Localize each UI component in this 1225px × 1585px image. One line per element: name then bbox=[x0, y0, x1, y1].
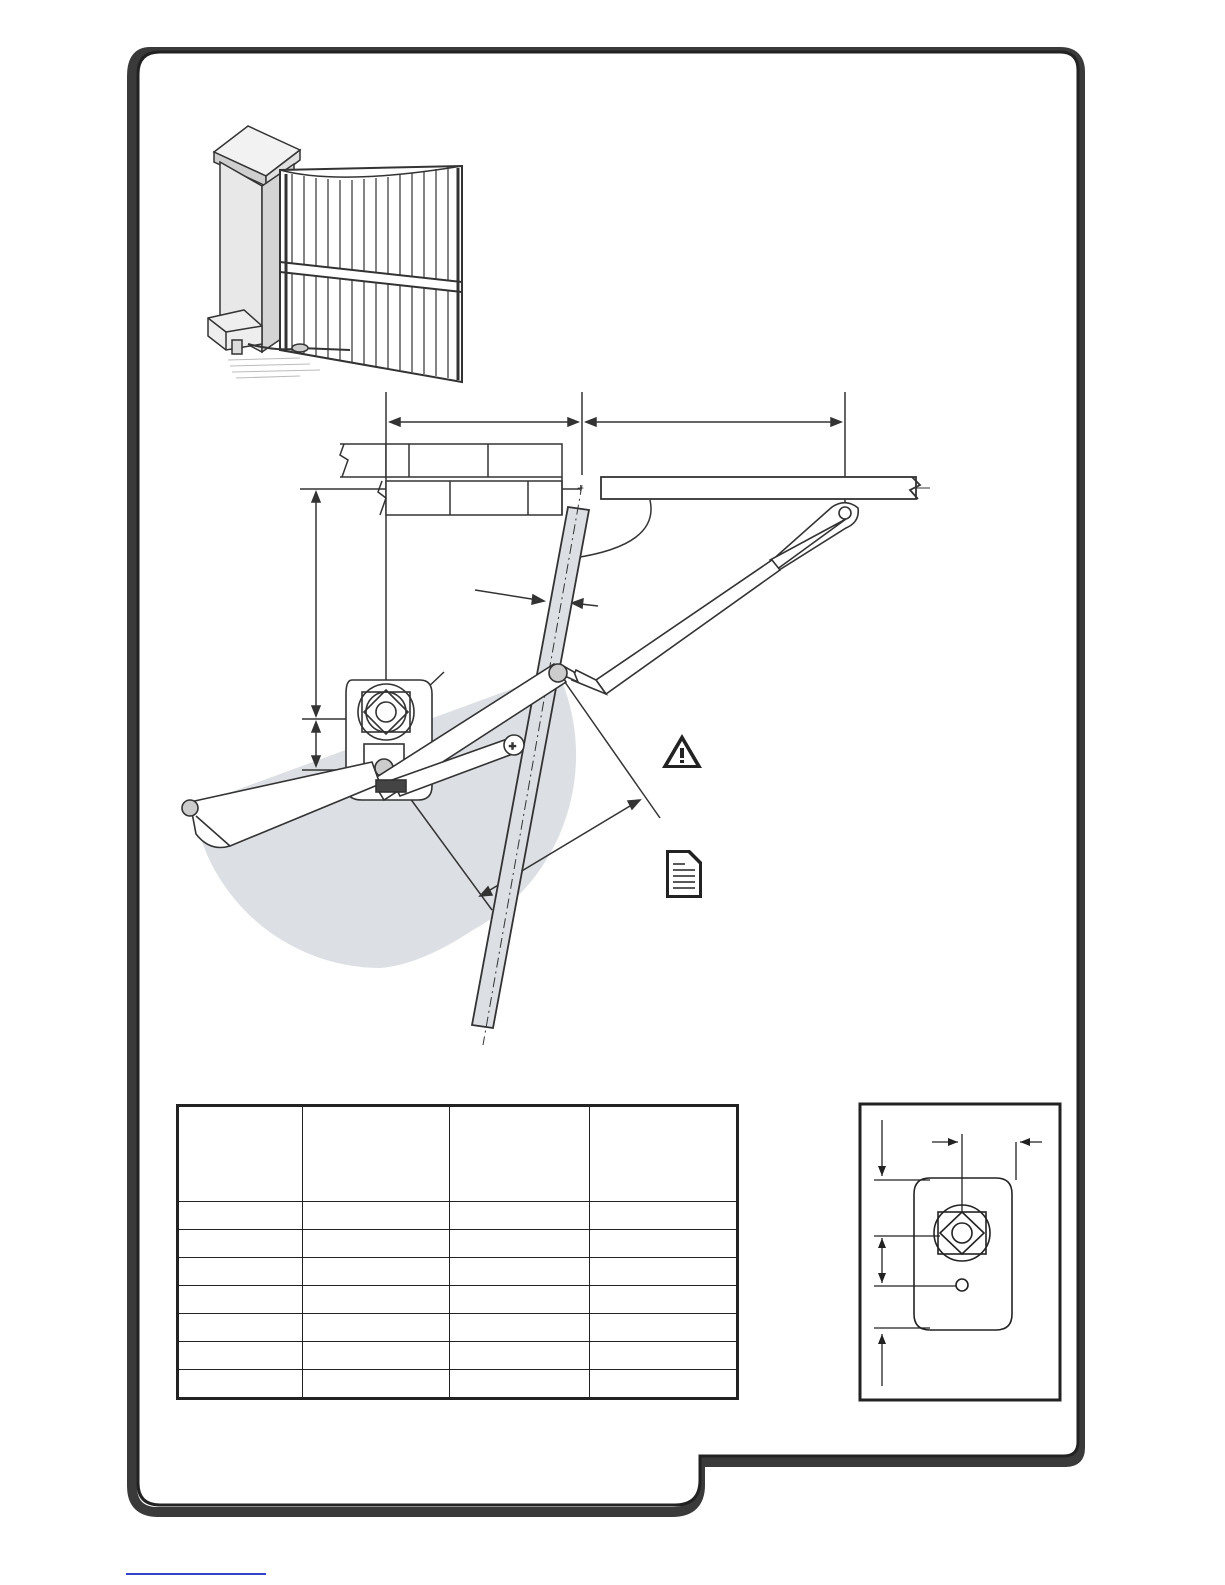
warning-triangle-icon bbox=[662, 734, 702, 768]
table-cell bbox=[303, 1342, 450, 1370]
table-row bbox=[178, 1230, 738, 1258]
table-header-cell bbox=[303, 1106, 450, 1202]
table-row bbox=[178, 1342, 738, 1370]
table-cell bbox=[178, 1230, 303, 1258]
table-cell bbox=[450, 1258, 590, 1286]
operator-arm-closed bbox=[556, 503, 858, 694]
table-cell bbox=[590, 1314, 738, 1342]
table-row bbox=[178, 1314, 738, 1342]
table-cell bbox=[590, 1202, 738, 1230]
table-cell bbox=[178, 1342, 303, 1370]
table-cell bbox=[303, 1258, 450, 1286]
table-row bbox=[178, 1286, 738, 1314]
table-cell bbox=[450, 1370, 590, 1399]
table-header-cell bbox=[178, 1106, 303, 1202]
table-header-cell bbox=[450, 1106, 590, 1202]
table-cell bbox=[450, 1230, 590, 1258]
table-cell bbox=[178, 1370, 303, 1399]
table-cell bbox=[303, 1314, 450, 1342]
table-cell bbox=[450, 1286, 590, 1314]
svg-text:+: + bbox=[577, 481, 585, 495]
table-cell bbox=[450, 1314, 590, 1342]
table-cell bbox=[590, 1370, 738, 1399]
document-icon bbox=[666, 850, 702, 898]
table-row bbox=[178, 1370, 738, 1399]
table-cell bbox=[590, 1342, 738, 1370]
table-cell bbox=[590, 1258, 738, 1286]
table-cell bbox=[178, 1286, 303, 1314]
table-cell bbox=[178, 1202, 303, 1230]
table-cell bbox=[590, 1286, 738, 1314]
table-cell bbox=[450, 1342, 590, 1370]
svg-text:+: + bbox=[509, 739, 517, 753]
table-row bbox=[178, 1258, 738, 1286]
spec-table bbox=[176, 1104, 739, 1400]
table-cell bbox=[303, 1230, 450, 1258]
table-cell bbox=[178, 1314, 303, 1342]
wall-bricks bbox=[340, 444, 562, 515]
table-cell bbox=[303, 1286, 450, 1314]
bottom-link-underline bbox=[126, 1573, 266, 1575]
table-cell bbox=[303, 1370, 450, 1399]
table-cell bbox=[450, 1202, 590, 1230]
table-cell bbox=[303, 1202, 450, 1230]
table-cell bbox=[178, 1258, 303, 1286]
table-cell bbox=[590, 1230, 738, 1258]
table-row bbox=[178, 1202, 738, 1230]
gate-illustration bbox=[208, 126, 462, 382]
mounting-detail bbox=[860, 1104, 1060, 1400]
table-header-row bbox=[178, 1106, 738, 1202]
table-header-cell bbox=[590, 1106, 738, 1202]
gate-closed bbox=[601, 477, 930, 499]
